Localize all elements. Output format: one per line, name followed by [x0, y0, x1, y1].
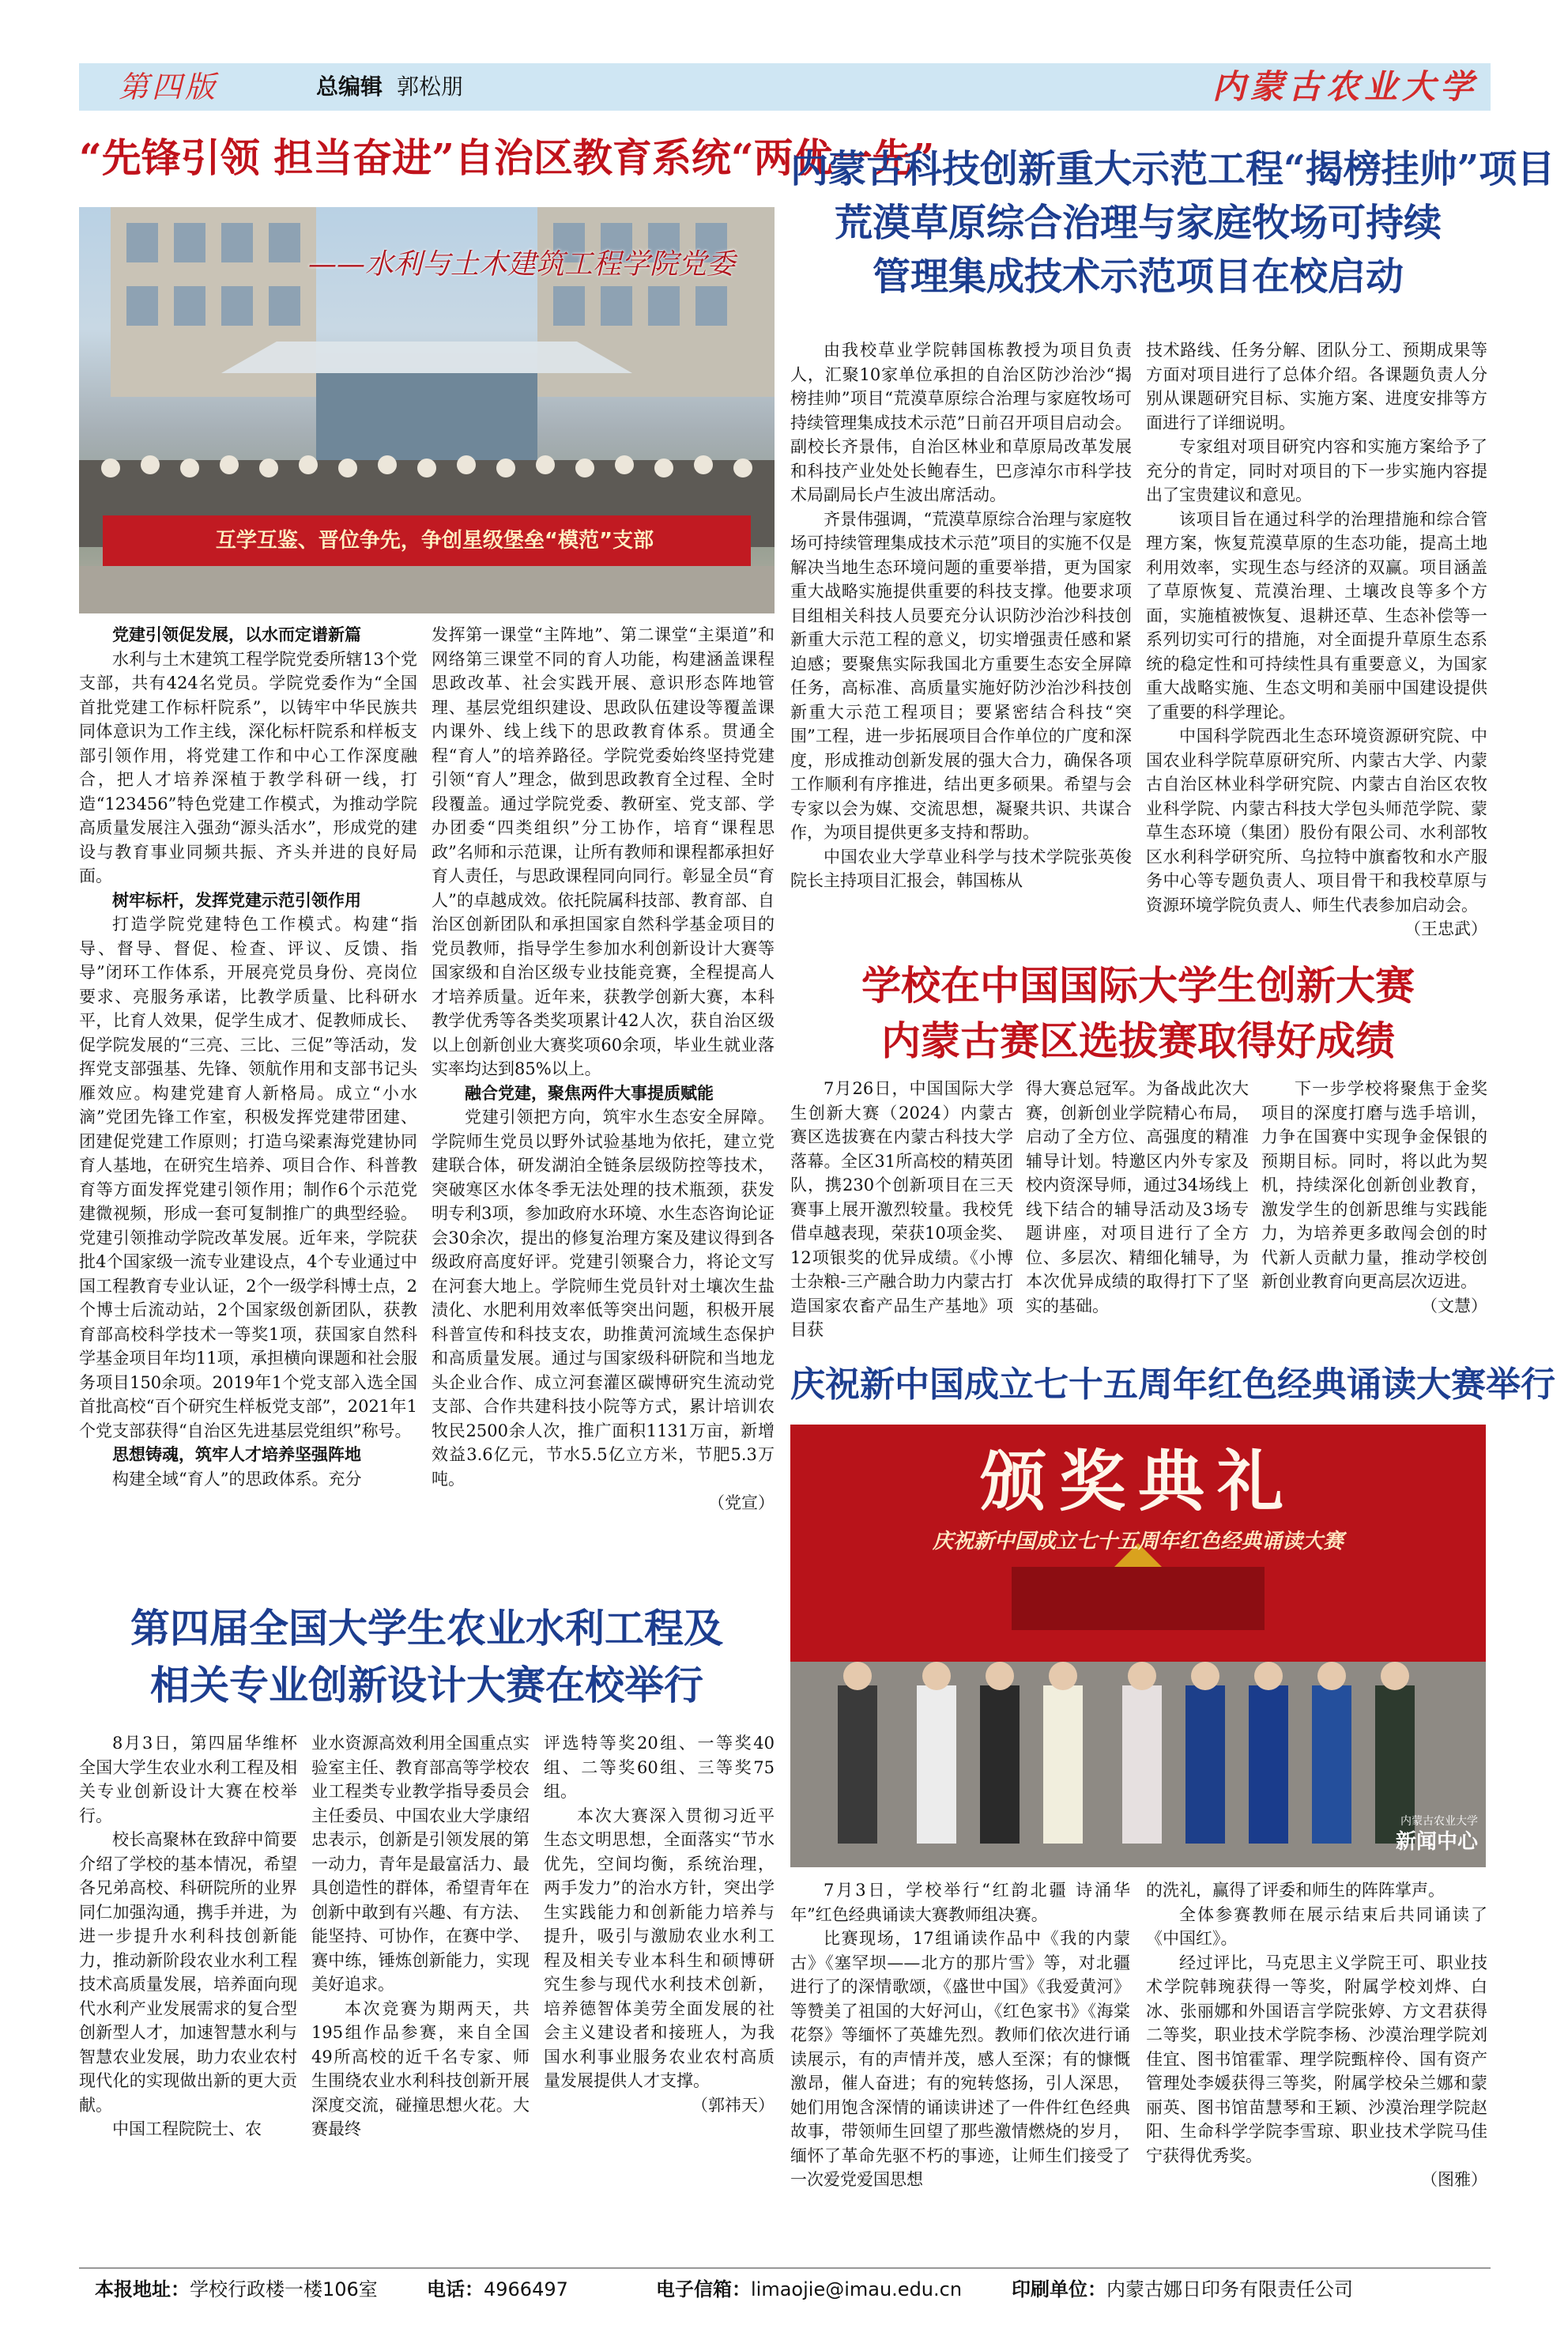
article3-title — [790, 958, 1486, 1069]
article2-col1-p1: 由我校草业学院韩国栋教授为项目负责人，汇聚10家单位承担的自治区防沙治沙“揭榜挂帅”项目“荒漠草原综合治理与家庭牧场可持续管理集成技术示范”日前召开项目启动会。副校长齐景伟，自治区林业和草原局改革发展和科技产业处处长鲍春生，巴彦淖尔市科学技术局副局长卢生波出席活动。 — [790, 341, 1132, 504]
article4-column-1 — [790, 1878, 1130, 2264]
paper-name: 内蒙古农业大学 — [1212, 67, 1478, 106]
article2-col2-p4: 中国科学院西北生态环境资源研究院、中国农业科学院草原研究所、内蒙古大学、内蒙古自治区林业科学研究院、内蒙古自治区农牧业科学院、内蒙古科技大学包头师范学院、蒙草生态环境（集团）股份有限公司、水利部牧区水利科学研究所、乌拉特中旗畜牧和水产服务中心等专题负责人、项目骨干和我校草原与资源环境学院负责人、师生代表参加启动会。 — [1146, 727, 1487, 915]
article4-photo — [790, 1425, 1486, 1867]
article5-col3-p2: 本次大赛深入贯彻习近平生态文明思想，全面落实“节水优先，空间均衡，系统治理，两手发力”的治水方针，突出学生实践能力和创新能力培养与提升，吸引与激励农业水利工程及相关专业本科生和硕博研究生参与现代水利技术创新，培养德智体美劳全面发展的社会主义建设者和接班人，为我国水利事业服务农业农村高质量发展提供人才支撑。 — [544, 1806, 775, 2090]
article2-col2-p3: 该项目旨在通过科学的治理措施和综合管理方案，恢复荒漠草原的生态功能，提高土地利用效率，实现生态与经济的双赢。项目涵盖了草原恢复、荒漠治理、土壤改良等多个方面，实施植被恢复、退耕还草、生态补偿等一系列切实可行的措施，对全面提升草原生态系统的稳定性和可持续性具有重要意义，为国家重大战略实施、生态文明和美丽中国建设提供了重要的科学理论。 — [1146, 509, 1487, 722]
article1-title: “先锋引领 担当奋进”自治区教育系统“两优一先” — [79, 134, 935, 181]
article2-col1-p3: 中国农业大学草业科学与技术学院张英俊院长主持项目汇报会，韩国栋从 — [790, 847, 1132, 890]
article5-col1-p3: 中国工程院院士、农 — [112, 2119, 262, 2138]
editor-credit — [316, 63, 463, 111]
article1-col1-p1: 水利与土木建筑工程学院党委所辖13个党支部，共有424名党员。学院党委作为“全国首批党建工作标杆院系”，以铸牢中华民族共同体意识为工作主线，深化标杆院系和样板支部引领作用，将党建工作和中心工作深度融合，把人才培养深植于教学科研一线，打造“123456”特色党建工作模式，为推动学院高质量发展注入强劲“源头活水”，形成党的建设与教育事业同频共振、齐头并进的良好局面。 — [79, 649, 417, 885]
edition-label: 第四版 — [119, 70, 219, 104]
article2-col1-p2: 齐景伟强调，“荒漠草原综合治理与家庭牧场可持续管理集成技术示范”项目的实施不仅是解决当地生态环境问题的重要举措，更为国家重大战略实施提供重要的科技支撑。他要求项目组相关科技人员要充分认识防沙治沙科技创新重大示范工程的意义，切实增强责任感和紧迫感；要聚焦实际我国北方重要生态安全屏障任务，高标准、高质量实施好防沙治沙科技创新重大示范工程项目；要紧密结合科技“突围”工程，进一步拓展项目合作单位的广度和深度，形成推动创新发展的强大合力，确保各项工作顺利有序推进，结出更多硕果。希望与会专家以会为媒、交流思想，凝聚共识、共谋合作，为项目提供更多支持和帮助。 — [790, 509, 1132, 842]
article2-col2-p2: 专家组对项目研究内容和实施方案给予了充分的肯定，同时对项目的下一步实施内容提出了宝贵建议和意见。 — [1146, 437, 1487, 504]
article2-byline: （王忠武） — [1404, 919, 1487, 938]
article4-col2-p1: 的洗礼，赢得了评委和师生的阵阵掌声。 — [1146, 1881, 1445, 1900]
article5-title — [79, 1600, 775, 1714]
article5-column-2 — [311, 1731, 530, 2264]
article1-column-1 — [79, 623, 417, 1578]
article3-column-2 — [1026, 1077, 1249, 1315]
article2-title-line3: 管理集成技术示范项目在校启动 — [872, 255, 1404, 299]
footer-phone — [427, 2269, 568, 2310]
article5-title-line2: 相关专业创新设计大赛在校举行 — [150, 1662, 703, 1708]
article1-byline: （党宣） — [708, 1493, 775, 1512]
article5-col1-p2: 校长高聚林在致辞中简要介绍了学校的基本情况，希望各兄弟高校、科研院所的业界同仁加强沟通，携手并进，为进一步提升水利科技创新能力，推动新阶段农业水利工程技术高质量发展，培养面向现代水利产业发展需求的复合型创新型人才，加速智慧水利与智慧农业发展，助力农业农村现代化的实现做出新的更大贡献。 — [79, 1830, 297, 2115]
footer — [79, 2269, 1491, 2310]
footer-email-label: 电子信箱： — [656, 2278, 751, 2300]
article4-byline: （图雅） — [1421, 2170, 1487, 2189]
footer-address-label: 本报地址： — [95, 2278, 190, 2300]
article1-col1-sub3: 思想铸魂，筑牢人才培养坚强阵地 — [112, 1445, 361, 1464]
editor-label: 总编辑 — [316, 74, 383, 100]
article5-byline: （郭祎天） — [692, 2095, 775, 2115]
article1-col1-p3: 构建全域“育人”的思政体系。充分 — [112, 1469, 362, 1489]
article5-col2-p2: 本次竞赛为期两天，共195组作品参赛，来自全国49所高校的近千名专家、师生围绕农业水利科技创新开展深度交流，碰撞思想火花。大赛最终 — [311, 1998, 530, 2138]
article3-col1-text: 7月26日，中国国际大学生创新大赛（2024）内蒙古赛区选拔赛在内蒙古科技大学落幕。全区31所高校的精英团队，携230个创新项目在三天赛事上展开激烈较量。我校凭借卓越表现，荣获10项金奖、12项银奖的优异成绩。《小博士杂粮-三产融合助力内蒙古打造国家农畜产品生产基地》项目获 — [790, 1079, 1013, 1339]
article1-col1-sub1: 党建引领促发展，以水而定谱新篇 — [112, 625, 361, 644]
article1-col1-sub2: 树牢标杆，发挥党建示范引领作用 — [112, 890, 361, 910]
article4-col2-p2: 全体参赛教师在展示结束后共同诵读了《中国红》。 — [1146, 1904, 1487, 1948]
news-center-logo-line1: 内蒙古农业大学 — [1400, 1815, 1478, 1828]
footer-address — [95, 2269, 378, 2310]
article5-col3-p1: 评选特等奖20组、一等奖40组、二等奖60组、三等奖75组。 — [544, 1734, 775, 1801]
article2-title — [790, 142, 1555, 304]
article2-title-line1: 内蒙古科技创新重大示范工程“揭榜挂帅”项目 — [790, 147, 1555, 191]
footer-email — [656, 2269, 962, 2310]
article5-title-line1: 第四届全国大学生农业水利工程及 — [130, 1605, 723, 1651]
article3-title-line1: 学校在中国国际大学生创新大赛 — [861, 962, 1415, 1009]
article2-title-line2: 荒漠草原综合治理与家庭牧场可持续 — [834, 201, 1442, 245]
article5-column-1 — [79, 1731, 297, 2264]
article3-title-line2: 内蒙古赛区选拔赛取得好成绩 — [881, 1017, 1395, 1064]
article1-col2-p1: 发挥第一课堂“主阵地”、第二课堂“主渠道”和网络第三课堂不同的育人功能，构建涵盖课程思政改革、社会实践开展、意识形态阵地管理、基层党组织建设、思政队伍建设等覆盖课内课外、线上线下的思政教育体系。贯通全程“育人”的培养路径。学院党委始终坚持党建引领“育人”理念，做到思政教育全过程、全时段覆盖。通过学院党委、教研室、党支部、学办团委“四类组织”分工协作，培育“课程思政”名师和示范课，让所有教师和课程都承担好育人责任，与思政课程同向同行。彰显全员“育人”的卓越成效。依托院属科技部、教育部、自治区创新团队和承担国家自然科学基金项目的党员教师，指导学生参加水利创新设计大赛等国家级和自治区级专业技能竞赛，全程提高人才培养质量。近年来，获教学创新大赛，本科教学优秀等各类奖项累计42人次，获自治区级以上创新创业大赛奖项60余项，毕业生就业落实率均达到85%以上。 — [432, 625, 775, 1078]
article4-col2-p3: 经过评比，马克思主义学院王可、职业技术学院韩琬获得一等奖，附属学校刘烨、白冰、张丽娜和外国语言学院张婷、方文君获得二等奖，职业技术学院李杨、沙漠治理学院刘佳宜、图书馆霍霏、理学院甄梓伶、国有资产管理处李媛获得三等奖，附属学校朵兰娜和蒙丽英、图书馆苗慧琴和王颖、沙漠治理学院赵阳、生命科学学院李雪琼、职业技术学院马佳宁获得优秀奖。 — [1146, 1953, 1487, 2165]
article2-column-2 — [1146, 338, 1487, 950]
footer-phone-value: 4966497 — [484, 2278, 568, 2300]
article5-col1-p1: 8月3日，第四届华维杯全国大学生农业水利工程及相关专业创新设计大赛在校举行。 — [79, 1734, 297, 1825]
article3-column-1 — [790, 1077, 1013, 1339]
footer-printer-value: 内蒙古娜日印务有限责任公司 — [1106, 2278, 1353, 2300]
article1-subtitle: ——水利与土木建筑工程学院党委 — [307, 248, 735, 281]
article2-col2-p1: 技术路线、任务分解、团队分工、预期成果等方面对项目进行了总体介绍。各课题负责人分别从课题研究目标、实施方案、进度安排等方面进行了详细说明。 — [1146, 341, 1487, 432]
article1-col2-p2: 党建引领把方向，筑牢水生态安全屏障。学院师生党员以野外试验基地为依托，建立党建联合体，研发湖泊全链条层级防控等技术，突破寒区水体冬季无法处理的技术瓶颈，获发明专利3项，参加政府水环境、水生态咨询论证会30余次，提出的修复治理方案及建议得到各级政府高度好评。党建引领聚合力，将论文写在河套大地上。学院师生党员针对土壤次生盐渍化、水肥利用效率低等突出问题，积极开展科普宣传和科技支农，助推黄河流域生态保护和高质量发展。通过与国家级科研院和当地龙头企业合作、成立河套灌区碳博研究生流动党支部、合作共建科技小院等方式，累计培训农牧民2500余人次，推广面积1131万亩，新增效益3.6亿元，节水5.5亿立方米，节肥5.3万吨。 — [432, 1108, 775, 1489]
article4-col1-p2: 比赛现场，17组诵读作品中《我的内蒙古》《塞罕坝——北方的那片雪》等，对北疆进行了的深情歌颂，《盛世中国》《我爱黄河》等赞美了祖国的大好河山，《红色家书》《海棠花祭》等缅怀了英雄先烈。教师们依次进行诵读展示，有的声情并茂，感人至深；有的慷慨激昂，催人奋进；有的宛转悠扬，引人深思，她们用饱含深情的诵读讲述了一件件红色经典故事，带领师生回望了那些激情燃烧的岁月，缅怀了革命先驱不朽的事迹，让师生们接受了一次爱党爱国思想 — [790, 1929, 1130, 2189]
editor-name: 郭松朋 — [397, 74, 464, 100]
news-center-logo — [1336, 1814, 1478, 1861]
article2-column-1 — [790, 338, 1132, 950]
article4-photo-title: 颁奖典礼 — [979, 1442, 1296, 1520]
footer-address-value: 学校行政楼一楼106室 — [190, 2278, 378, 2300]
article1-photo-banner: 互学互鉴、晋位争先，争创星级堡垒“模范”支部 — [215, 529, 654, 553]
footer-printer — [1012, 2269, 1353, 2310]
article4-column-2 — [1146, 1878, 1487, 2264]
footer-printer-label: 印刷单位： — [1012, 2278, 1106, 2300]
article4-photo-subtitle: 庆祝新中国成立七十五周年红色经典诵读大赛 — [932, 1530, 1344, 1553]
article4-title: 庆祝新中国成立七十五周年红色经典诵读大赛举行 — [790, 1364, 1555, 1405]
article3-col2-text: 得大赛总冠军。为备战此次大赛，创新创业学院精心布局，启动了全方位、高强度的精准辅导计划。特邀区内外专家及校内资深导师，通过34场线上线下结合的辅导活动及3场专题讲座，对项目进行了全方位、多层次、精细化辅导，为本次优异成绩的取得打下了坚实的基础。 — [1026, 1079, 1249, 1315]
article3-column-3 — [1261, 1077, 1487, 1315]
article5-col2-p1: 业水资源高效利用全国重点实验室主任、教育部高等学校农业工程类专业教学指导委员会主任委员、中国农业大学康绍忠表示，创新是引领发展的第一动力，青年是最富活力、最具创造性的群体，希望青年在创新中敢到有兴趣、有方法、能坚持、可协作，在赛中学、赛中练，锤炼创新能力，实现美好追求。 — [311, 1734, 530, 1994]
article1-column-2 — [432, 623, 775, 1578]
footer-email-value: limaojie@imau.edu.cn — [751, 2278, 963, 2300]
article3-byline: （文慧） — [1421, 1296, 1487, 1315]
article1-col2-sub1: 融合党建，聚焦两件大事提质赋能 — [465, 1083, 714, 1103]
news-center-logo-line2: 新闻中心 — [1395, 1830, 1478, 1854]
article3-col3-text: 下一步学校将聚焦于金奖项目的深度打磨与选手培训，力争在国赛中实现争金保银的预期目标。同时，将以此为契机，持续深化创新创业教育，激发学生的创新思维与实践能力，为培养更多敢闯会创的时代新人贡献力量，推动学校创新创业教育向更高层次迈进。 — [1261, 1079, 1487, 1291]
footer-phone-label: 电话： — [427, 2278, 484, 2300]
article1-col1-p2: 打造学院党建特色工作模式。构建“指导、督导、督促、检查、评议、反馈、指导”闭环工作体系，开展亮党员身份、亮岗位要求、亮服务承诺，比教学质量、比科研水平，比育人效果，促学生成才、促教师成长、促学院发展的“三亮、三比、三促”等活动，发挥党支部强基、先锋、领航作用和支部书记头雁效应。构建党建育人新格局。成立“小水滴”党团先锋工作室，积极发挥党建带团建、团建促党建工作原则；打造乌梁素海党建协同育人基地，在研究生培养、项目合作、科普教育等方面发挥党建引领作用；制作6个示范党建微视频，形成一套可复制推广的典型经验。党建引领推动学院改革发展。近年来，学院获批4个国家级一流专业建设点，4个专业通过中国工程教育专业认证，2个一级学科博士点，2个博士后流动站，2个国家级创新团队，获教育部高校科学技术一等奖1项，获国家自然科学基金项目年均11项，承担横向课题和社会服务项目150余项。2019年1个党支部入选全国首批高校“百个研究生样板党支部”，2021年1个党支部获得“自治区先进基层党组织”称号。 — [79, 915, 417, 1440]
article4-col1-p1: 7月3日，学校举行“红韵北疆 诗涌华年”红色经典诵读大赛教师组决赛。 — [790, 1881, 1130, 1924]
article5-column-3 — [544, 1731, 775, 2264]
